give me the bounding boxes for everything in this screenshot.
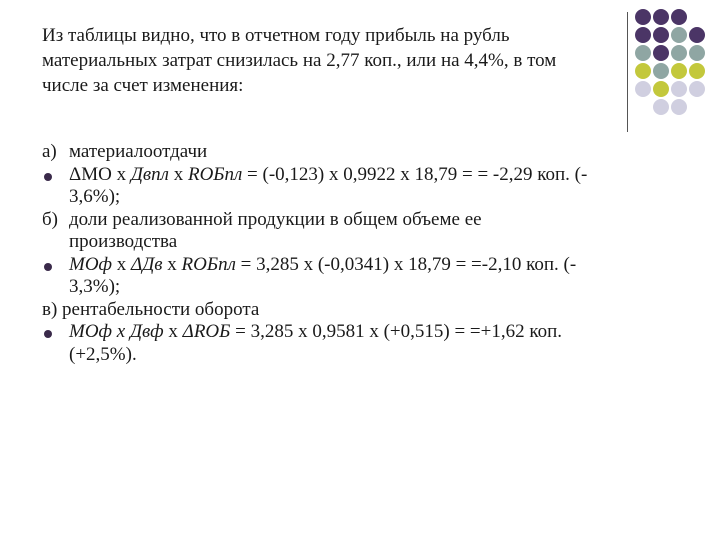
item-c-formula [42, 321, 682, 344]
item-b-heading [42, 209, 682, 232]
decorative-dot [689, 63, 705, 79]
formula-var: МОф х Двф [69, 321, 164, 342]
item-a-formula-cont: 3,6%); [69, 186, 121, 207]
item-b-label-cont: производства [69, 231, 178, 252]
decorative-dot [653, 45, 669, 61]
decorative-dot [671, 27, 687, 43]
decorative-dot [635, 81, 651, 97]
bullet-icon [44, 173, 52, 181]
bullet-icon [44, 330, 52, 338]
decorative-dot [689, 45, 705, 61]
formula-text: х [162, 253, 182, 275]
decorative-dot [671, 81, 687, 97]
item-a-formula [42, 164, 682, 187]
formula-var: МОф [69, 253, 113, 275]
decorative-dot [689, 9, 705, 25]
decorative-dot [635, 45, 651, 61]
formula-text: = (-0,123) х 0,9922 х 18,79 = = -2,29 коп. (- [242, 163, 588, 185]
decorative-dot [653, 9, 669, 25]
formula-text: ΔМО х [69, 163, 131, 185]
decorative-dot [653, 63, 669, 79]
decorative-dot-grid [635, 9, 720, 115]
formula-text: х [168, 163, 188, 185]
item-b-label: доли реализованной продукции в общем объеме ее [69, 208, 482, 230]
item-a-marker: а) [42, 141, 57, 162]
item-b-marker: б) [42, 208, 58, 230]
decorative-dot [635, 9, 651, 25]
decorative-dot [689, 99, 705, 115]
vertical-divider [627, 12, 628, 132]
decorative-dot [671, 45, 687, 61]
decorative-dot [689, 27, 705, 43]
item-b-formula-cont: 3,3%); [69, 276, 121, 297]
formula-text: = 3,285 х (-0,0341) х 18,79 = =-2,10 коп. (- [235, 253, 577, 275]
item-c-formula-cont: (+2,5%). [69, 343, 137, 365]
item-b-formula [42, 254, 682, 277]
formula-var: ΔДв [131, 253, 163, 275]
formula-var: Двпл [130, 163, 169, 185]
item-c-heading: в) рентабельности оборота [42, 298, 260, 320]
decorative-dot [653, 99, 669, 115]
decorative-dot [635, 99, 651, 115]
formula-text: х [163, 321, 183, 342]
formula-var: ΔRОБ [182, 321, 231, 342]
decorative-dot [635, 27, 651, 43]
decorative-dot [635, 63, 651, 79]
decorative-dot [689, 81, 705, 97]
decorative-dot [671, 63, 687, 79]
decorative-dot [671, 9, 687, 25]
formula-text: = 3,285 х 0,9581 х (+0,515) = =+1,62 коп. [230, 321, 563, 342]
decorative-dot [653, 81, 669, 97]
formula-var: RОБпл [187, 163, 243, 185]
item-a-heading [42, 141, 682, 164]
bullet-icon [44, 263, 52, 271]
formula-text: х [112, 253, 132, 275]
decorative-dot [671, 99, 687, 115]
intro-paragraph: Из таблицы видно, что в отчетном году прибыль на рубль материальных затрат снизилась на 2,77 коп., или на 4,4%, в том числе за счет изменения: [42, 25, 557, 96]
item-a-label: материалоотдачи [69, 141, 208, 162]
formula-var: RОБпл [181, 253, 236, 275]
factor-list [42, 141, 682, 366]
decorative-dot [653, 27, 669, 43]
